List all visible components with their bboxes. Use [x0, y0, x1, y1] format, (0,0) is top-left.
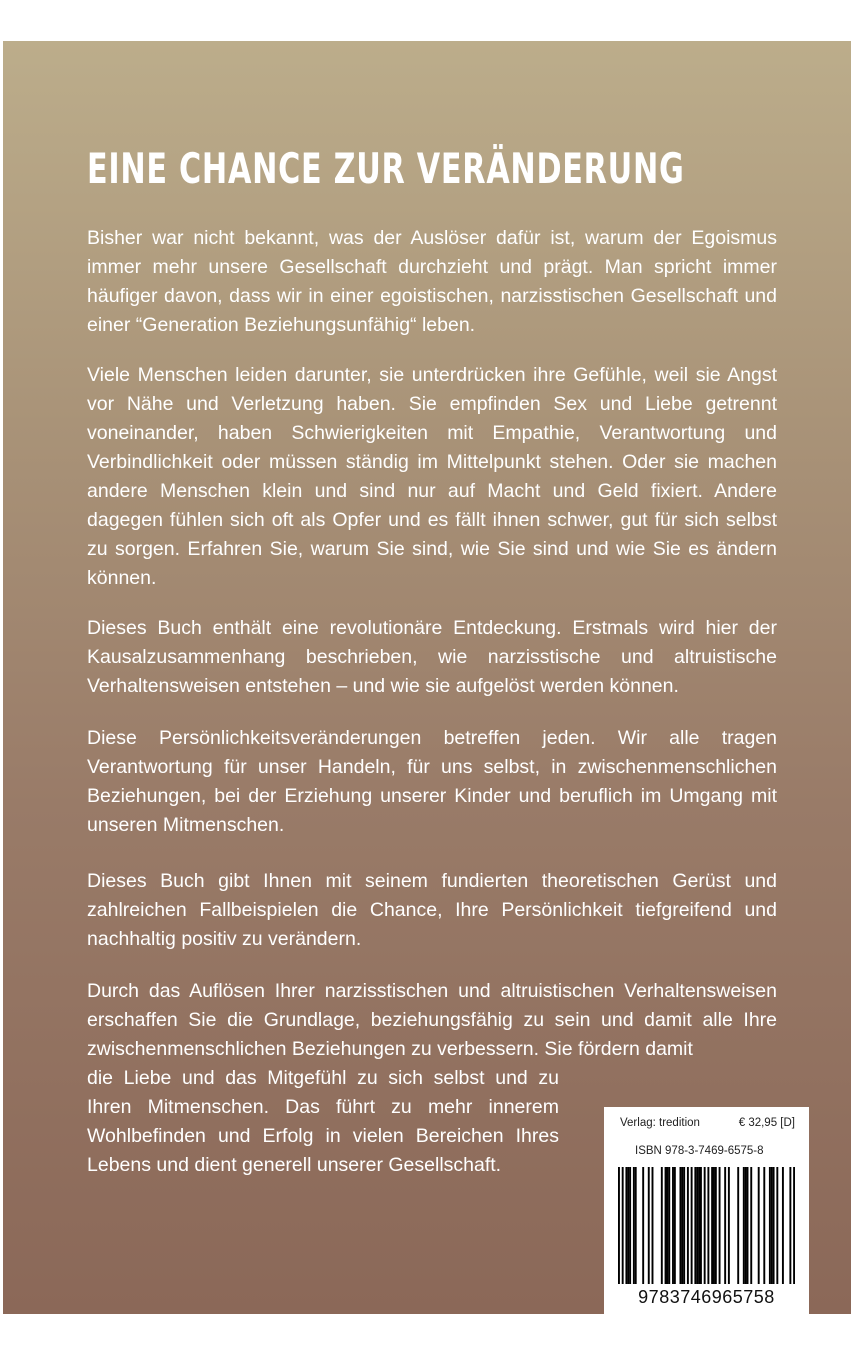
isbn-number: ISBN 978-3-7469-6575-8	[635, 1145, 764, 1157]
publisher-label: Verlag: tredition	[620, 1117, 700, 1129]
blurb-paragraph-6-continued: die Liebe und das Mitgefühl zu sich selbst und zu Ihren Mitmenschen. Das führt zu mehr innerem Wohlbefinden und Erfolg in vielen Bereichen Ihres Lebens und dient generell unserer Gesellschaft.	[87, 1067, 559, 1176]
blurb-paragraph-6: Durch das Auflösen Ihrer narzisstischen und altruistischen Verhaltensweisen erschaffen Sie die Grundlage, beziehungsfähig zu sein und damit alle Ihre zwischenmenschlichen Beziehungen zu verbessern. Sie fördern damit	[87, 980, 777, 1060]
isbn-box	[604, 1107, 809, 1314]
blurb-paragraph-1: Bisher war nicht bekannt, was der Auslöser dafür ist, warum der Egoismus immer mehr unsere Gesellschaft durchzieht und prägt. Man spricht immer häufiger davon, dass wir in einer egoistischen, narzisstischen Gesellschaft und einer “Generation Beziehungsunfähig“ leben.	[87, 227, 777, 336]
ean-digits: 9783746965758	[638, 1287, 775, 1307]
blurb-paragraph-2: Viele Menschen leiden darunter, sie unterdrücken ihre Gefühle, weil sie Angst vor Nähe und Verletzung haben. Sie empfinden Sex und Liebe getrennt voneinander, haben Schwierigkeiten mit Empathie, Verantwortung und Verbindlichkeit oder müssen ständig im Mittelpunkt stehen. Oder sie machen andere Menschen klein und sind nur auf Macht und Geld fixiert. Andere dagegen fühlen sich oft als Opfer und es fällt ihnen schwer, gut für sich selbst zu sorgen. Erfahren Sie, warum Sie sind, wie Sie sind und wie Sie es ändern können.	[87, 364, 777, 589]
barcode-image	[618, 1167, 795, 1284]
back-cover	[3, 41, 851, 1314]
blurb-paragraph-5: Dieses Buch gibt Ihnen mit seinem fundierten theoretischen Gerüst und zahlreichen Fallbeispielen die Chance, Ihre Persönlichkeit tiefgreifend und nachhaltig positiv zu verändern.	[87, 870, 777, 950]
blurb-paragraph-4: Diese Persönlichkeitsveränderungen betreffen jeden. Wir alle tragen Verantwortung für unser Handeln, für uns selbst, in zwischenmenschlichen Beziehungen, bei der Erziehung unserer Kinder und beruflich im Umgang mit unseren Mitmenschen.	[87, 727, 777, 836]
blurb-paragraph-3: Dieses Buch enthält eine revolutionäre Entdeckung. Erstmals wird hier der Kausalzusammenhang beschrieben, wie narzisstische und altruistische Verhaltensweisen entstehen – und wie sie aufgelöst werden können.	[87, 617, 777, 697]
cover-title: EINE CHANCE ZUR VERÄNDERUNG	[87, 144, 685, 193]
publisher-price-line	[620, 1117, 795, 1129]
price-label: € 32,95 [D]	[738, 1117, 795, 1129]
